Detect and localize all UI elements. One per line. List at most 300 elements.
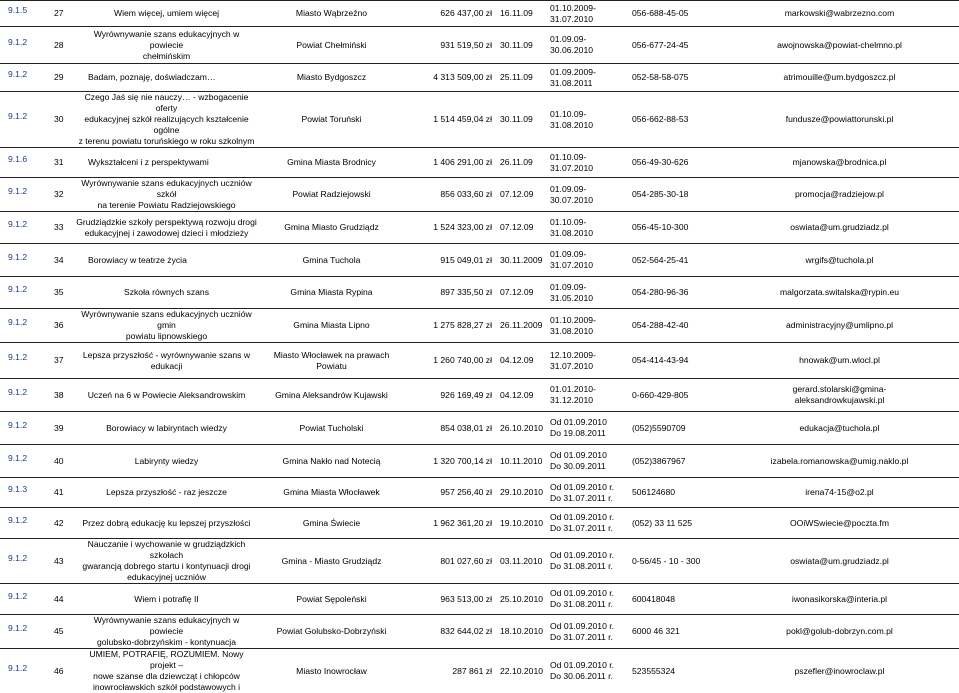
project-title [74, 1, 259, 27]
signing-date [498, 309, 548, 343]
signing-date [498, 148, 548, 178]
phone-number [630, 1, 720, 27]
row-code [0, 649, 52, 693]
implementation-period [548, 277, 630, 309]
beneficiary-text: Powiat Tucholski [299, 423, 363, 433]
project-title [74, 379, 259, 412]
phone-number-text: 056-49-30-626 [632, 157, 688, 167]
phone-number-text: 052-564-25-41 [632, 255, 688, 265]
phone-number [630, 212, 720, 244]
phone-number-text: (052)3867967 [632, 456, 686, 466]
row-number-text: 43 [54, 556, 64, 566]
implementation-period-text: 01.10.09- 31.07.2010 [550, 152, 593, 173]
table-row [0, 148, 959, 178]
project-title-text: Borowiacy w teatrze życia [88, 255, 187, 265]
signing-date [498, 508, 548, 539]
phone-number-text: 054-285-30-18 [632, 189, 688, 199]
signing-date [498, 539, 548, 584]
project-title-text: Lepsza przyszłość - wyrównywanie szans w edukacji [83, 350, 250, 371]
funding-amount [404, 178, 498, 212]
funding-amount [404, 343, 498, 379]
beneficiary-text: Miasto Inowrocław [296, 666, 367, 676]
project-title [74, 445, 259, 478]
funding-amount-text: 963 513,00 zł [440, 594, 492, 604]
beneficiary [259, 244, 404, 277]
funding-amount-text: 1 962 361,20 zł [433, 518, 492, 528]
funding-amount [404, 539, 498, 584]
row-code-text: 9.1.2 [8, 111, 50, 122]
phone-number [630, 445, 720, 478]
email-address-text: markowski@wabrzezno.com [785, 8, 895, 18]
table-row [0, 212, 959, 244]
project-title [74, 244, 259, 277]
email-address [720, 379, 959, 412]
beneficiary [259, 539, 404, 584]
row-number [52, 27, 74, 64]
funding-amount-text: 287 861 zł [452, 666, 492, 676]
email-address [720, 615, 959, 649]
beneficiary [259, 445, 404, 478]
row-number-text: 28 [54, 40, 64, 50]
email-address [720, 178, 959, 212]
implementation-period-text: 01.09.09- 31.05.2010 [550, 282, 593, 303]
beneficiary [259, 64, 404, 92]
row-code [0, 92, 52, 148]
email-address-text: irena74-15@o2.pl [805, 487, 873, 497]
signing-date-text: 19.10.2010 [500, 518, 543, 528]
phone-number [630, 379, 720, 412]
row-code-text: 9.1.2 [8, 623, 50, 634]
table-row [0, 277, 959, 309]
signing-date-text: 26.11.09 [500, 157, 533, 167]
table-row [0, 445, 959, 478]
table-row [0, 615, 959, 649]
email-address [720, 412, 959, 445]
row-code-text: 9.1.2 [8, 591, 50, 602]
row-number-text: 45 [54, 626, 64, 636]
row-code-text: 9.1.2 [8, 252, 50, 263]
beneficiary [259, 277, 404, 309]
signing-date [498, 92, 548, 148]
row-code [0, 1, 52, 27]
email-address [720, 244, 959, 277]
signing-date [498, 584, 548, 615]
implementation-period-text: 01.09.09- 30.06.2010 [550, 34, 593, 55]
signing-date [498, 649, 548, 693]
signing-date [498, 277, 548, 309]
funding-amount-text: 1 320 700,14 zł [433, 456, 492, 466]
signing-date-text: 10.11.2010 [500, 456, 542, 466]
beneficiary [259, 212, 404, 244]
row-code-text: 9.1.2 [8, 420, 50, 431]
implementation-period-text: 01.10.09- 31.08.2010 [550, 109, 593, 130]
beneficiary-text: Gmina Aleksandrów Kujawski [275, 390, 388, 400]
funding-amount-text: 926 169,49 zł [440, 390, 492, 400]
table-row [0, 478, 959, 508]
implementation-period [548, 445, 630, 478]
implementation-period-text: Od 01.09.2010 r. Do 31.07.2011 r. [550, 512, 614, 533]
signing-date-text: 26.10.2010 [500, 423, 543, 433]
row-number [52, 92, 74, 148]
row-code-text: 9.1.2 [8, 284, 50, 295]
row-code [0, 445, 52, 478]
project-title [74, 64, 259, 92]
project-title [74, 615, 259, 649]
project-title [74, 539, 259, 584]
email-address-text: hnowak@um.wlocl.pl [799, 355, 880, 365]
row-code [0, 379, 52, 412]
table-row [0, 412, 959, 445]
project-title [74, 27, 259, 64]
row-number-text: 33 [54, 222, 64, 232]
project-title-text: Grudziądzkie szkoły perspektywą rozwoju drogi edukacyjnej i zawodowej dzieci i młodzieży [76, 217, 257, 238]
funding-amount-text: 1 275 828,27 zł [433, 320, 492, 330]
funding-amount [404, 64, 498, 92]
row-number [52, 1, 74, 27]
funding-amount-text: 626 437,00 zł [440, 8, 492, 18]
project-title-text: Wyrównywanie szans edukacyjnych w powiecie golubsko-dobrzyńskim - kontynuacja [94, 615, 240, 647]
email-address-text: oswiata@um.grudziadz.pl [790, 222, 889, 232]
beneficiary-text: Miasto Włocławek na prawach Powiatu [274, 350, 390, 371]
email-address-text: awojnowska@powiat-chelmno.pl [777, 40, 902, 50]
funding-amount [404, 244, 498, 277]
funding-amount-text: 957 256,40 zł [440, 487, 492, 497]
implementation-period-text: Od 01.09.2010 r. Do 31.07.2011 r. [550, 621, 614, 642]
phone-number [630, 508, 720, 539]
funding-amount-text: 854 038,01 zł [440, 423, 492, 433]
row-number [52, 539, 74, 584]
row-code-text: 9.1.2 [8, 69, 50, 80]
row-code [0, 178, 52, 212]
implementation-period [548, 212, 630, 244]
implementation-period-text: 01.09.09- 31.07.2010 [550, 249, 593, 270]
email-address-text: pokl@golub-dobrzyn.com.pl [786, 626, 893, 636]
beneficiary [259, 584, 404, 615]
phone-number [630, 649, 720, 693]
email-address [720, 478, 959, 508]
project-title-text: Wyrównywanie szans edukacyjnych uczniów gmin powiatu lipnowskiego [81, 309, 251, 341]
row-code [0, 412, 52, 445]
phone-number-text: 054-280-96-36 [632, 287, 688, 297]
phone-number-text: 056-662-88-53 [632, 114, 688, 124]
implementation-period [548, 412, 630, 445]
phone-number [630, 178, 720, 212]
phone-number [630, 343, 720, 379]
funding-amount [404, 445, 498, 478]
implementation-period-text: Od 01.09.2010 r. Do 30.06.2011 r. [550, 660, 614, 681]
implementation-period-text: 01.10.09- 31.08.2010 [550, 217, 593, 238]
project-title [74, 478, 259, 508]
funding-amount-text: 915 049,01 zł [440, 255, 492, 265]
phone-number [630, 92, 720, 148]
funding-amount [404, 277, 498, 309]
project-title [74, 508, 259, 539]
implementation-period-text: 01.10.2009- 31.08.2010 [550, 315, 596, 336]
project-title-text: Lepsza przyszłość - raz jeszcze [106, 487, 227, 497]
row-number-text: 46 [54, 666, 64, 676]
phone-number-text: 056-45-10-300 [632, 222, 688, 232]
project-title-text: Wykształceni i z perspektywami [88, 157, 209, 167]
signing-date-text: 07.12.09 [500, 222, 533, 232]
table-body [0, 1, 959, 693]
row-number [52, 64, 74, 92]
implementation-period-text: 12.10.2009- 31.07.2010 [550, 350, 596, 371]
phone-number [630, 412, 720, 445]
phone-number-text: 052-58-58-075 [632, 72, 688, 82]
beneficiary-text: Miasto Bydgoszcz [297, 72, 366, 82]
beneficiary-text: Powiat Toruński [301, 114, 361, 124]
row-number-text: 40 [54, 456, 64, 466]
phone-number-text: 506124680 [632, 487, 675, 497]
signing-date-text: 22.10.2010 [500, 666, 543, 676]
table-row [0, 309, 959, 343]
project-title [74, 584, 259, 615]
email-address-text: pszefler@inowroclaw.pl [795, 666, 885, 676]
beneficiary [259, 92, 404, 148]
beneficiary [259, 343, 404, 379]
funding-amount-text: 897 335,50 zł [440, 287, 492, 297]
signing-date-text: 16.11.09 [500, 8, 533, 18]
project-title [74, 309, 259, 343]
signing-date [498, 212, 548, 244]
beneficiary [259, 412, 404, 445]
row-number-text: 38 [54, 390, 64, 400]
phone-number [630, 478, 720, 508]
row-code-text: 9.1.5 [8, 5, 50, 16]
signing-date-text: 07.12.09 [500, 287, 533, 297]
phone-number-text: 600418048 [632, 594, 675, 604]
email-address [720, 445, 959, 478]
beneficiary [259, 1, 404, 27]
implementation-period-text: 01.10.2009- 31.07.2010 [550, 3, 596, 24]
row-code [0, 244, 52, 277]
row-code [0, 27, 52, 64]
table-row [0, 244, 959, 277]
implementation-period-text: Od 01.09.2010 Do 19.08.2011 [550, 417, 607, 438]
funding-amount [404, 649, 498, 693]
project-title [74, 277, 259, 309]
signing-date-text: 30.11.09 [500, 114, 533, 124]
email-address-text: wrgifs@tuchola.pl [806, 255, 874, 265]
implementation-period-text: Od 01.09.2010 Do 30.09.2011 [550, 450, 607, 471]
beneficiary-text: Gmina Nakło nad Notecią [283, 456, 381, 466]
project-title-text: Labirynty wiedzy [135, 456, 199, 466]
row-code [0, 64, 52, 92]
implementation-period [548, 148, 630, 178]
email-address-text: fundusze@powiattorunski.pl [786, 114, 894, 124]
project-title [74, 148, 259, 178]
project-title-text: Uczeń na 6 w Powiecie Aleksandrowskim [88, 390, 246, 400]
project-title-text: Czego Jaś się nie nauczy… - wzbogacenie oferty edukacyjnej szkół realizujących kształcenie ogólne z terenu powiatu toruńskiego w roku szkolnym [79, 92, 255, 146]
phone-number-text: 054-414-43-94 [632, 355, 688, 365]
funding-amount [404, 92, 498, 148]
row-code-text: 9.1.2 [8, 387, 50, 398]
funding-amount-text: 1 406 291,00 zł [433, 157, 492, 167]
funding-amount [404, 27, 498, 64]
table-row [0, 539, 959, 584]
phone-number [630, 277, 720, 309]
phone-number-text: 054-288-42-40 [632, 320, 688, 330]
implementation-period [548, 649, 630, 693]
signing-date [498, 445, 548, 478]
row-code-text: 9.1.2 [8, 453, 50, 464]
project-title [74, 178, 259, 212]
project-title-text: Szkoła równych szans [124, 287, 209, 297]
project-title [74, 92, 259, 148]
row-number-text: 34 [54, 255, 64, 265]
phone-number [630, 584, 720, 615]
funding-amount [404, 148, 498, 178]
email-address-text: OOiWSwiecie@poczta.fm [790, 518, 889, 528]
signing-date [498, 478, 548, 508]
signing-date-text: 25.11.09 [500, 72, 533, 82]
implementation-period-text: 01.09.2009- 31.08.2011 [550, 67, 596, 88]
project-title [74, 343, 259, 379]
table-row [0, 27, 959, 64]
row-code-text: 9.1.2 [8, 352, 50, 363]
phone-number [630, 309, 720, 343]
email-address [720, 584, 959, 615]
signing-date-text: 04.12.09 [500, 390, 533, 400]
row-number-text: 32 [54, 189, 64, 199]
row-code [0, 478, 52, 508]
row-code [0, 309, 52, 343]
row-number [52, 148, 74, 178]
phone-number [630, 615, 720, 649]
implementation-period [548, 539, 630, 584]
phone-number-text: (052) 33 11 525 [632, 518, 692, 528]
row-number-text: 44 [54, 594, 64, 604]
phone-number-text: 056-688-45-05 [632, 8, 688, 18]
signing-date [498, 615, 548, 649]
row-code-text: 9.1.2 [8, 186, 50, 197]
beneficiary [259, 148, 404, 178]
beneficiary-text: Powiat Chełmiński [296, 40, 366, 50]
implementation-period [548, 584, 630, 615]
beneficiary-text: Powiat Radziejowski [292, 189, 370, 199]
row-code [0, 615, 52, 649]
table-row [0, 1, 959, 27]
project-title-text: Przez dobrą edukację ku lepszej przyszłości [82, 518, 250, 528]
row-code-text: 9.1.2 [8, 553, 50, 564]
row-number-text: 27 [54, 8, 64, 18]
funding-amount [404, 478, 498, 508]
beneficiary-text: Gmina Miasta Włocławek [283, 487, 379, 497]
row-code [0, 539, 52, 584]
phone-number [630, 64, 720, 92]
email-address [720, 64, 959, 92]
project-title-text: Wiem i potrafię II [134, 594, 198, 604]
table-row [0, 379, 959, 412]
row-code [0, 212, 52, 244]
signing-date [498, 27, 548, 64]
table-row [0, 584, 959, 615]
phone-number-text: 523555324 [632, 666, 675, 676]
project-title-text: Borowiacy w labiryntach wiedzy [106, 423, 227, 433]
phone-number-text: 0-56/45 - 10 - 300 [632, 556, 700, 566]
row-number [52, 412, 74, 445]
email-address [720, 148, 959, 178]
row-number-text: 37 [54, 355, 64, 365]
beneficiary [259, 478, 404, 508]
row-code-text: 9.1.2 [8, 663, 50, 674]
row-number [52, 478, 74, 508]
beneficiary-text: Miasto Wąbrzeźno [296, 8, 367, 18]
beneficiary [259, 309, 404, 343]
funding-amount-text: 856 033,60 zł [440, 189, 492, 199]
implementation-period-text: Od 01.09.2010 r. Do 31.07.2011 r. [550, 482, 614, 503]
email-address [720, 27, 959, 64]
funding-amount [404, 615, 498, 649]
table-row [0, 508, 959, 539]
phone-number [630, 148, 720, 178]
email-address-text: promocja@radziejow.pl [795, 189, 884, 199]
row-number [52, 309, 74, 343]
funding-amount-text: 1 514 459,04 zł [433, 114, 492, 124]
signing-date-text: 25.10.2010 [500, 594, 543, 604]
phone-number [630, 27, 720, 64]
signing-date-text: 18.10.2010 [500, 626, 543, 636]
email-address [720, 309, 959, 343]
table-row [0, 343, 959, 379]
implementation-period [548, 64, 630, 92]
row-code-text: 9.1.6 [8, 154, 50, 165]
email-address [720, 1, 959, 27]
phone-number [630, 244, 720, 277]
table-row [0, 649, 959, 693]
email-address [720, 92, 959, 148]
row-number-text: 30 [54, 114, 64, 124]
row-code-text: 9.1.2 [8, 37, 50, 48]
signing-date-text: 29.10.2010 [500, 487, 543, 497]
email-address [720, 277, 959, 309]
project-title-text: Wyrównywanie szans edukacyjnych w powiecie chełmińskim [94, 29, 240, 61]
phone-number-text: (052)5590709 [632, 423, 686, 433]
beneficiary [259, 649, 404, 693]
row-number-text: 42 [54, 518, 64, 528]
signing-date [498, 379, 548, 412]
row-number-text: 29 [54, 72, 64, 82]
funding-amount [404, 508, 498, 539]
signing-date-text: 26.11.2009 [500, 320, 542, 330]
row-number-text: 36 [54, 320, 64, 330]
beneficiary [259, 508, 404, 539]
implementation-period [548, 92, 630, 148]
email-address-text: administracyjny@umlipno.pl [786, 320, 893, 330]
beneficiary [259, 379, 404, 412]
row-number [52, 584, 74, 615]
beneficiary-text: Gmina Tuchola [303, 255, 361, 265]
funding-amount [404, 584, 498, 615]
row-number [52, 178, 74, 212]
implementation-period-text: 01.09.09- 30.07.2010 [550, 184, 593, 205]
row-number [52, 649, 74, 693]
row-code [0, 508, 52, 539]
beneficiary-text: Gmina Miasta Lipno [293, 320, 369, 330]
row-number [52, 508, 74, 539]
signing-date [498, 1, 548, 27]
phone-number [630, 539, 720, 584]
row-number [52, 277, 74, 309]
row-number-text: 35 [54, 287, 64, 297]
beneficiary-text: Powiat Golubsko-Dobrzyński [277, 626, 387, 636]
funding-amount [404, 412, 498, 445]
beneficiary-text: Gmina - Miasto Grudziądz [282, 556, 382, 566]
funding-amount-text: 1 524 323,00 zł [433, 222, 492, 232]
project-title-text: Wiem więcej, umiem więcej [114, 8, 219, 18]
row-code [0, 148, 52, 178]
row-code-text: 9.1.2 [8, 219, 50, 230]
